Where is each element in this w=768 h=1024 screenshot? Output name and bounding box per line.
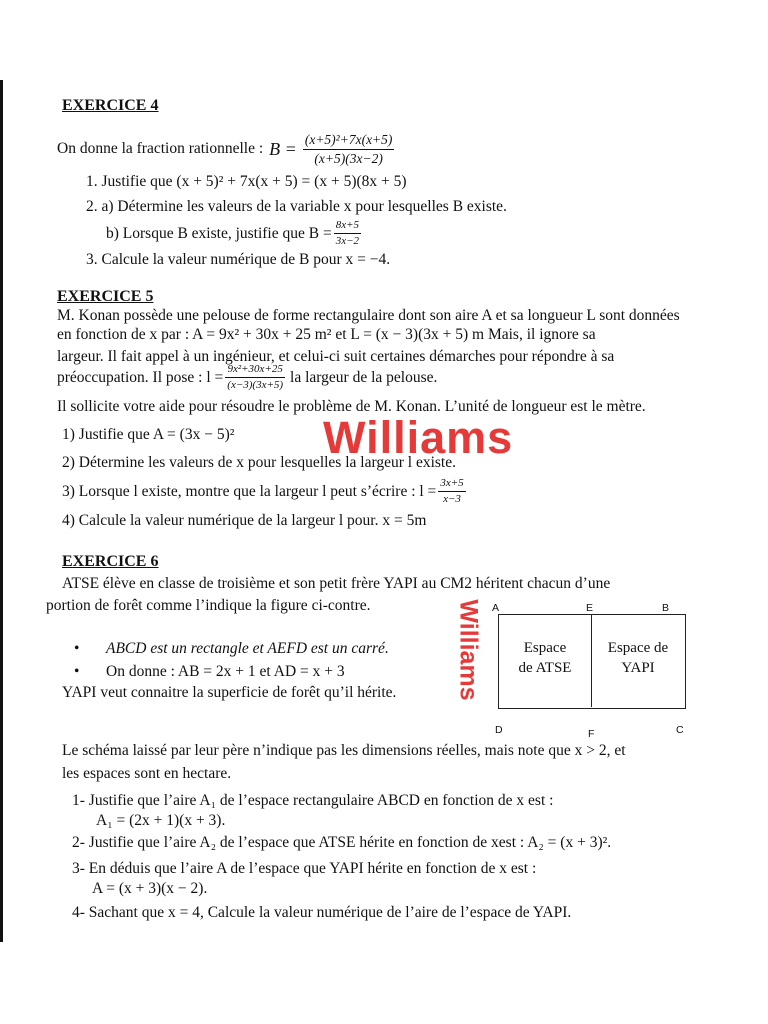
ex5-fraction-l	[225, 364, 285, 391]
ex6-question-1: 1- Justifie que l’aire A₁ de l’espace rectangulaire ABCD en fonction de x est :	[72, 792, 554, 809]
ex5-fraction-3	[438, 478, 465, 505]
exercise-4-title: EXERCICE 4	[62, 97, 159, 114]
ex4-fraction-b-numerator: (x+5)²+7x(x+5)	[303, 133, 395, 150]
ex5-line-1: M. Konan possède une pelouse de forme rectangulaire dont son aire A et sa longueur L sont données	[57, 307, 680, 324]
ex6-line-5: les espaces sont en hectare.	[62, 765, 232, 782]
point-b-label: B	[662, 602, 670, 614]
watermark-williams: Williams	[323, 412, 514, 463]
ex4-fraction-2b-numerator: 8x+5	[334, 220, 361, 234]
point-e-label: E	[586, 602, 594, 614]
ex5-question-3	[62, 478, 468, 505]
ex4-question-3: 3. Calcule la valeur numérique de B pour x = −4.	[86, 251, 391, 268]
ex5-line-4	[57, 364, 437, 391]
ex4-b-label: B =	[269, 138, 297, 159]
ex4-fraction-b	[303, 133, 395, 165]
ex5-question-1: 1) Justifie que A = (3x − 5)²	[62, 426, 235, 443]
ex6-bullet-2: On donne : AB = 2x + 1 et AD = x + 3	[106, 663, 345, 680]
ex6-bullet-1: ABCD est un rectangle et AEFD est un carré.	[106, 640, 389, 657]
espace-atse-line-2: de ATSE	[518, 660, 572, 676]
espace-atse-line-1: Espace	[523, 640, 567, 656]
ex4-fraction-b-denominator: (x+5)(3x−2)	[314, 150, 383, 166]
ex6-question-3-formula: A = (x + 3)(x − 2).	[92, 880, 208, 897]
point-d-label: D	[495, 724, 503, 736]
espace-yapi-line-1: Espace de	[607, 640, 669, 656]
ex4-question-2b	[106, 220, 363, 247]
ex5-question-2: 2) Détermine les valeurs de x pour lesquelles la largeur l existe.	[62, 454, 456, 471]
ex5-fraction-3-denominator: x−3	[443, 493, 461, 505]
ex4-question-1: 1. Justifie que (x + 5)² + 7x(x + 5) = (x + 5)(8x + 5)	[86, 173, 407, 190]
ex4-intro-text: On donne la fraction rationnelle :	[57, 140, 264, 157]
point-a-label: A	[492, 602, 500, 614]
ex5-fraction-l-numerator: 9x²+30x+25	[225, 364, 284, 378]
point-f-label: F	[588, 728, 595, 740]
ex6-question-3: 3- En déduis que l’aire A de l’espace que YAPI hérite en fonction de x est :	[72, 860, 537, 877]
ex6-bullet-2-dot: •	[74, 663, 80, 680]
ex6-question-1-formula: A₁ = (2x + 1)(x + 3).	[96, 812, 226, 829]
ex5-line-2: en fonction de x par : A = 9x² + 30x + 25 m² et L = (x − 3)(3x + 5) m Mais, il ignore sa	[57, 326, 596, 343]
ex6-bullet-1-dot: •	[74, 640, 80, 657]
watermark-williams-vertical: Williams	[454, 599, 483, 701]
ex4-intro	[57, 133, 396, 165]
ex4-fraction-2b-denominator: 3x−2	[335, 235, 360, 247]
ex5-line-3: largeur. Il fait appel à un ingénieur, et celui-ci suit certaines démarches pour répondre à sa	[57, 348, 615, 365]
ex6-line-1: ATSE élève en classe de troisième et son petit frère YAPI au CM2 héritent chacun d’une	[62, 575, 611, 592]
ex5-question-4: 4) Calcule la valeur numérique de la largeur l pour. x = 5m	[62, 512, 427, 529]
ex6-question-2: 2- Justifie que l’aire A₂ de l’espace que ATSE hérite en fonction de xest : A₂ = (x + 3)².	[72, 834, 612, 851]
ex5-line-4-suffix: la largeur de la pelouse.	[290, 368, 438, 386]
espace-yapi-line-2: YAPI	[621, 660, 655, 676]
ex5-question-3-text: 3) Lorsque l existe, montre que la largeur l peut s’écrire : l =	[62, 482, 437, 500]
espace-atse-label	[500, 638, 590, 678]
ex5-line-5: Il sollicite votre aide pour résoudre le problème de M. Konan. L’unité de longueur est le mètre.	[57, 398, 646, 415]
exercise-6-title: EXERCICE 6	[62, 553, 159, 570]
ex6-line-4: Le schéma laissé par leur père n’indique pas les dimensions réelles, mais note que x > 2, et	[62, 742, 626, 759]
ex4-fraction-2b	[334, 220, 361, 247]
ex6-question-4: 4- Sachant que x = 4, Calcule la valeur numérique de l’aire de l’espace de YAPI.	[72, 904, 572, 921]
ex5-line-4-prefix: préoccupation. Il pose : l =	[57, 368, 224, 386]
point-c-label: C	[676, 724, 684, 736]
ex5-fraction-l-denominator: (x−3)(3x+5)	[227, 379, 284, 391]
ex5-fraction-3-numerator: 3x+5	[438, 478, 465, 492]
ex4-question-2b-text: b) Lorsque B existe, justifie que B =	[106, 224, 332, 242]
ex4-question-2a: 2. a) Détermine les valeurs de la variable x pour lesquelles B existe.	[86, 198, 507, 215]
exercise-5-title: EXERCICE 5	[57, 288, 154, 305]
page-left-border	[0, 80, 3, 942]
ex6-line-3: YAPI veut connaitre la superficie de forêt qu’il hérite.	[62, 684, 397, 701]
espace-yapi-label	[592, 638, 684, 678]
ex6-line-2: portion de forêt comme l’indique la figure ci-contre.	[46, 597, 371, 614]
